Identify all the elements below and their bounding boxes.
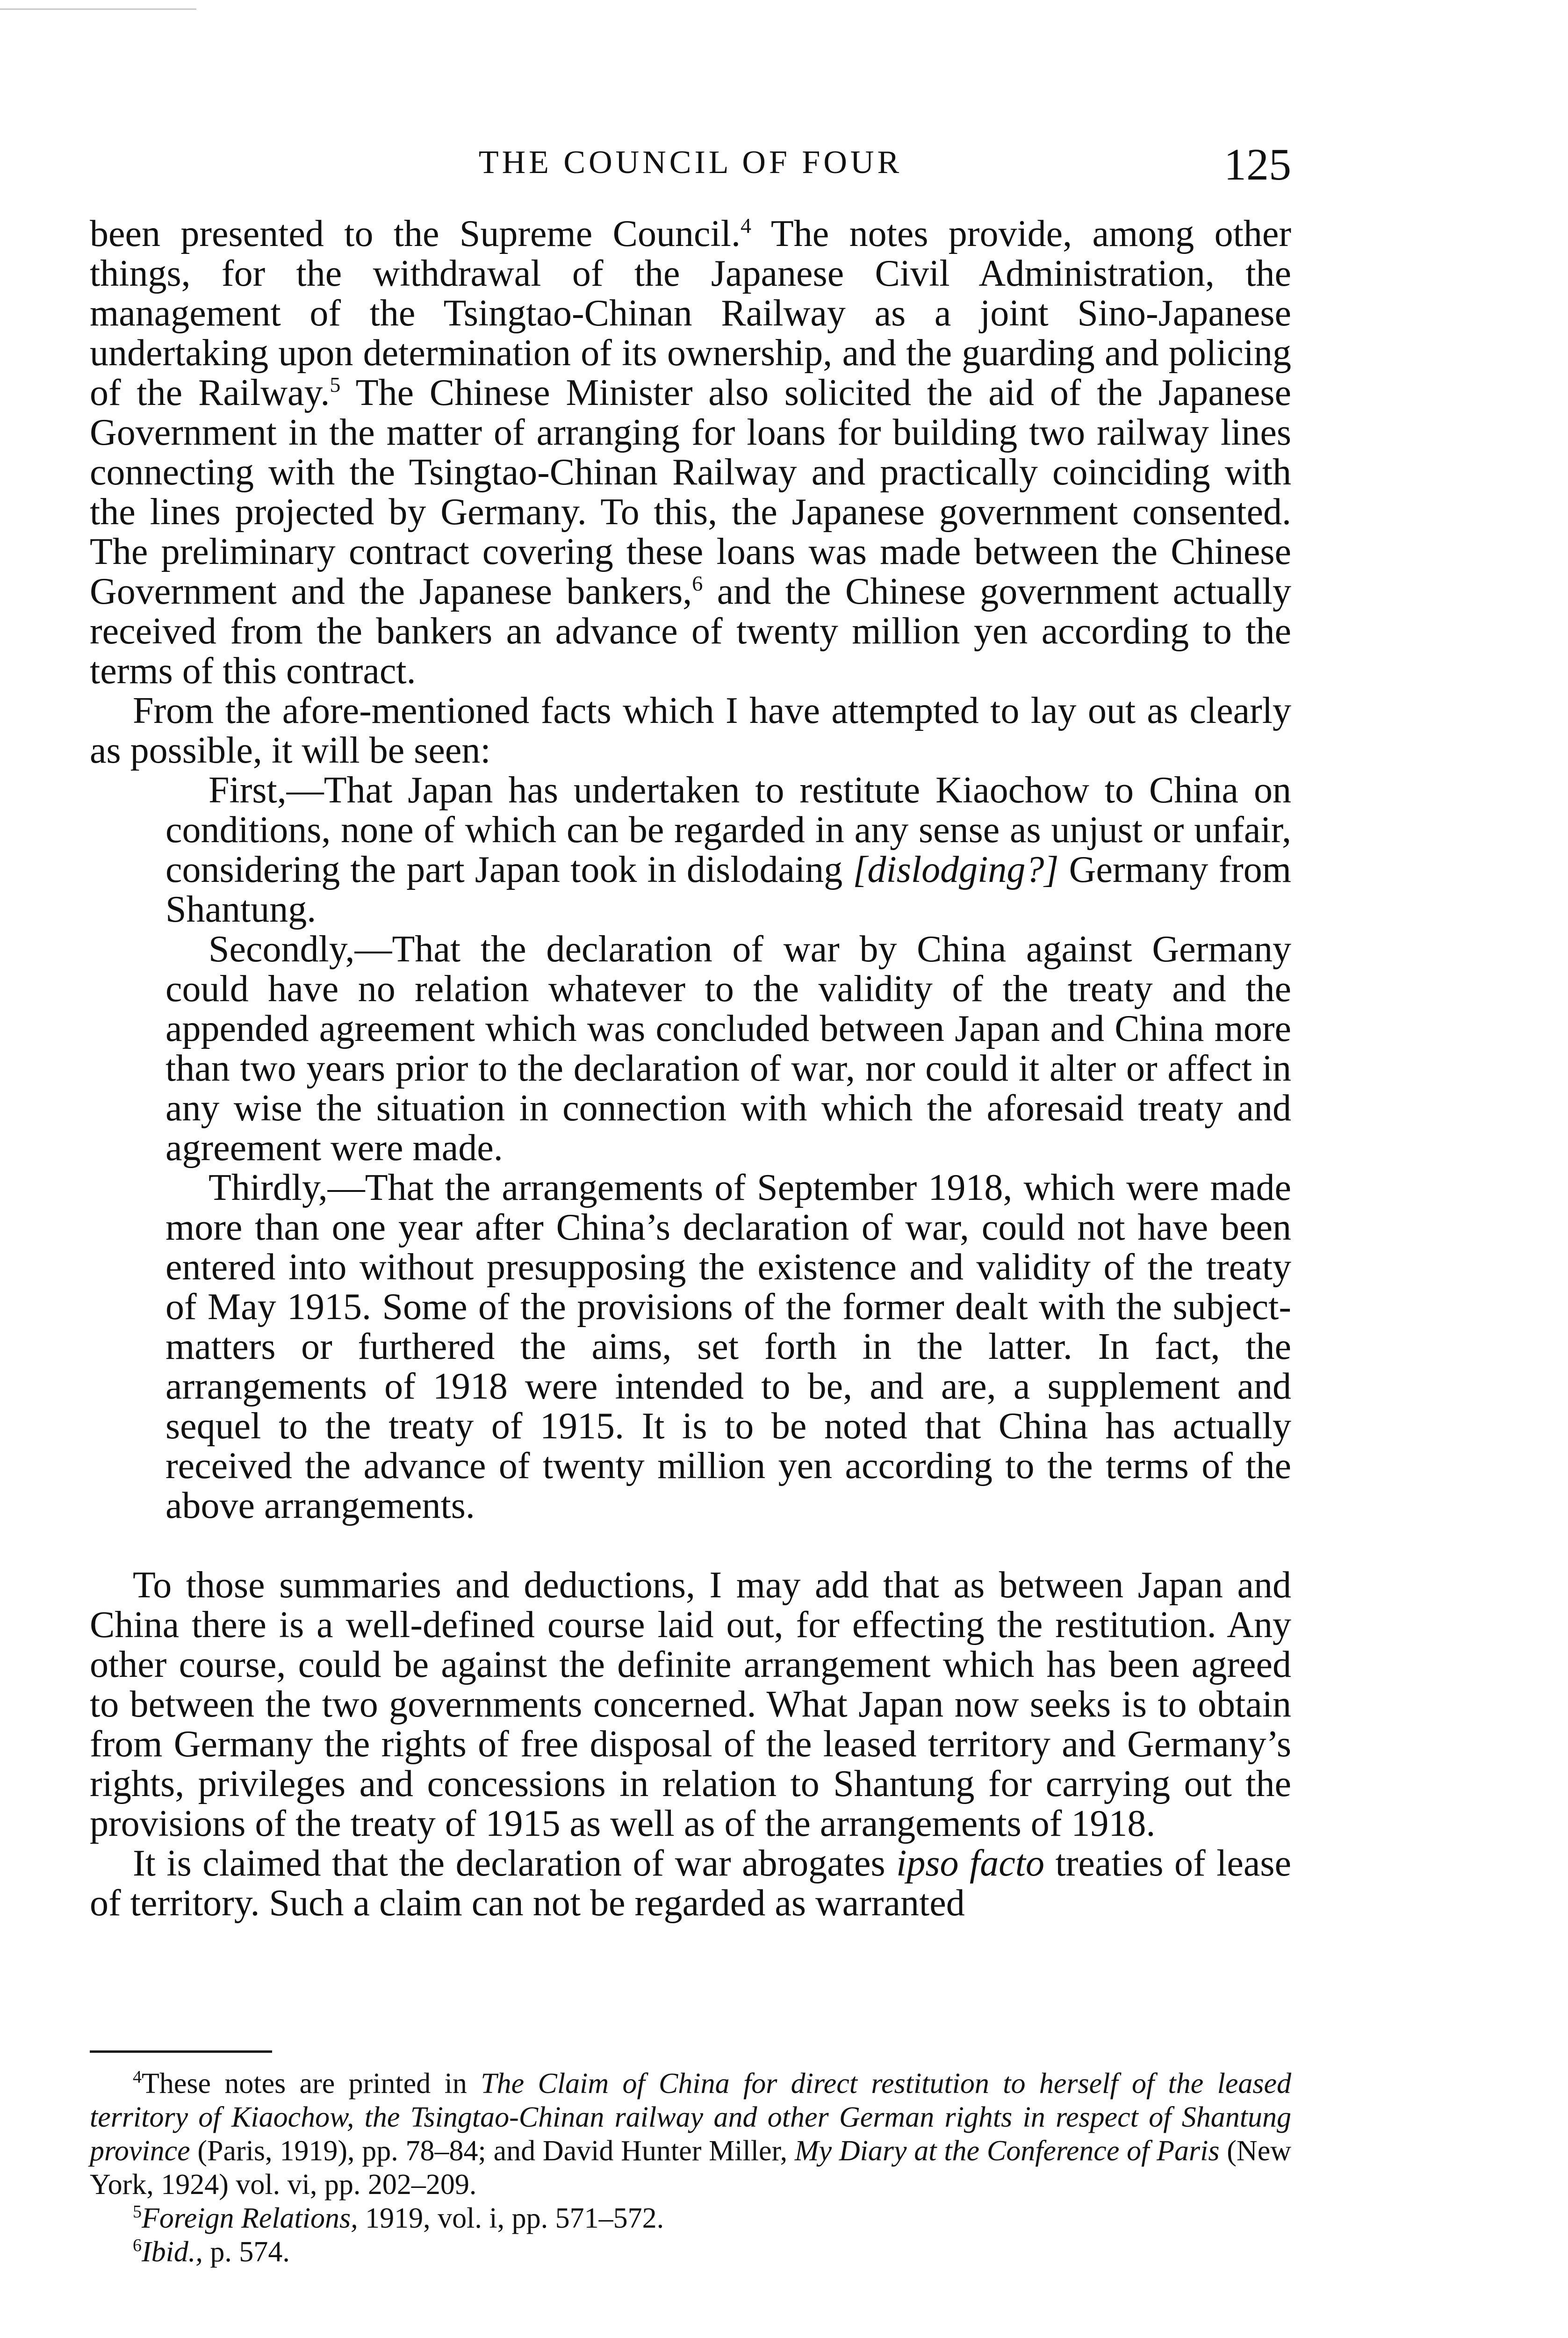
footnote-marker: 5 bbox=[133, 2202, 142, 2222]
deductions-list bbox=[165, 771, 1291, 1526]
paragraph-gap bbox=[90, 1526, 1291, 1566]
text-run: Germany from Shantung. bbox=[165, 849, 1291, 930]
body-text bbox=[90, 214, 1291, 1923]
page-header bbox=[90, 138, 1291, 190]
deduction-first bbox=[165, 771, 1291, 930]
text-run: p. 574. bbox=[202, 2236, 290, 2268]
footnote-divider bbox=[90, 2050, 272, 2053]
italic-title: Ibid., bbox=[142, 2236, 203, 2268]
text-run: and the Chinese government actually received from the bankers an advance of twenty million yen according to the terms of this contract. bbox=[90, 571, 1291, 692]
text-run: These notes are printed in bbox=[142, 2068, 481, 2100]
editorial-note: [dislodging?] bbox=[853, 849, 1059, 890]
footnote-marker: 6 bbox=[133, 2236, 142, 2255]
running-head: THE COUNCIL OF FOUR bbox=[478, 144, 903, 180]
paragraph-facts-intro: From the afore-mentioned facts which I have attempted to lay out as clearly as possible, it will be seen: bbox=[90, 690, 1291, 771]
footnote-5 bbox=[90, 2201, 1291, 2235]
italic-title: Foreign Relations, bbox=[142, 2202, 358, 2234]
paragraph-continued bbox=[90, 214, 1291, 691]
paragraph-claim bbox=[90, 1844, 1291, 1923]
text-run: First,—That Japan has undertaken to restitute Kiaochow to China on conditions, none of which can be regarded in any sense as unjust or unfair, considering the part Japan took in dislodaing bbox=[165, 770, 1291, 890]
italic-title: My Diary at the Conference of Paris bbox=[794, 2135, 1220, 2167]
footnote-ref-6: 6 bbox=[692, 571, 703, 595]
footnote-marker: 4 bbox=[133, 2067, 142, 2087]
text-run: (New York, 1924) vol. vi, pp. 202–209. bbox=[90, 2135, 1292, 2201]
text-run: 1919, vol. i, pp. 571–572. bbox=[358, 2202, 664, 2234]
text-run: The Chinese Minister also solicited the aid of the Japanese Government in the matter of arranging for loans for building two railway lines connecting with the Tsingtao-Chinan Railway and practically coinciding with the lines projected by Germany. To this, the Japanese government consented. The preliminary contract covering these loans was made between the Chinese Government and the Japanese bankers, bbox=[90, 372, 1292, 612]
italic-title: The Claim of China for direct restitution to herself of the leased territory of Kiaochow, the Tsingtao-Chinan railway and other German rights in respect of Shantung province bbox=[90, 2068, 1292, 2167]
scan-artifact-line bbox=[0, 8, 196, 10]
page-number: 125 bbox=[1224, 139, 1291, 189]
text-run: (Paris, 1919), pp. 78–84; and David Hunter Miller, bbox=[190, 2135, 795, 2167]
footnote-ref-4: 4 bbox=[740, 214, 751, 238]
text-run: The notes provide, among other things, for the withdrawal of the Japanese Civil Administration, the management of the Tsingtao-Chinan Railway as a joint Sino-Japanese undertaking upon determination of its ownership, and the guarding and policing of the Railway. bbox=[90, 213, 1291, 413]
footnote-ref-5: 5 bbox=[330, 373, 341, 397]
text-run: been presented to the Supreme Council. bbox=[90, 213, 741, 254]
text-run: It is claimed that the declaration of war abrogates bbox=[133, 1843, 897, 1884]
italic-phrase: ipso facto bbox=[896, 1843, 1044, 1884]
footnote-6 bbox=[90, 2235, 1291, 2269]
paragraph-summaries: To those summaries and deductions, I may add that as between Japan and China there is a well-defined course laid out, for effecting the restitution. Any other course, could be against the definite arrangement which has been agreed to between the two governments concerned. What Japan now seeks is to obtain from Germany the rights of free disposal of the leased territory and Germany’s rights, privileges and concessions in relation to Shantung for carrying out the provisions of the treaty of 1915 as well as of the arrangements of 1918. bbox=[90, 1565, 1291, 1844]
deduction-third: Thirdly,—That the arrangements of September 1918, which were made more than one year after China’s declaration of war, could not have been entered into without presupposing the existence and validity of the treaty of May 1915. Some of the provisions of the former dealt with the subject-matters or furthered the aims, set forth in the latter. In fact, the arrangements of 1918 were intended to be, and are, a supplement and sequel to the treaty of 1915. It is to be noted that China has actually received the advance of twenty million yen according to the terms of the above arrangements. bbox=[165, 1167, 1291, 1526]
footnote-4 bbox=[90, 2067, 1291, 2201]
text-run: treaties of lease of territory. Such a claim can not be regarded as warranted bbox=[90, 1843, 1292, 1924]
deduction-second: Secondly,—That the declaration of war by China against Germany could have no relation whatever to the validity of the treaty and the appended agreement which was concluded between Japan and China more than two years prior to the declaration of war, nor could it alter or affect in any wise the situation in connection with which the aforesaid treaty and agreement were made. bbox=[165, 929, 1291, 1169]
footnotes bbox=[90, 2067, 1291, 2269]
